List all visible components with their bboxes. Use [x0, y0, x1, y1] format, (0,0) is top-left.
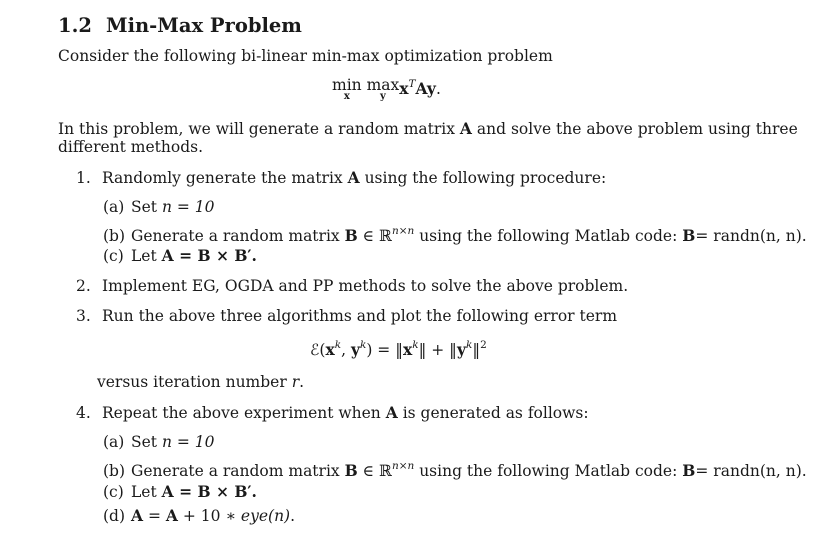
max-operator: max y	[366, 76, 400, 102]
objective-equation: min x max y $x^TAy$.	[332, 76, 441, 102]
list-item-4b: (b) Generate a random matrix B ∈ ℝ$^{n\times n}$ using the following Matlab code: B= randn(n, n).	[103, 460, 807, 480]
versus-text: versus iteration number r.	[97, 373, 305, 391]
intro-text: Consider the following bi-linear min-max optimization problem	[58, 47, 553, 65]
list-item-1c: (c) Let A = B × B′.	[103, 246, 257, 265]
list-item-4c: (c) Let A = B × B′.	[103, 482, 257, 501]
section-title: Min-Max Problem	[106, 14, 302, 37]
list-item-4a: (a) Set n = 10	[103, 433, 215, 451]
list-item-1: 1. Randomly generate the matrix A using the following procedure:	[76, 168, 607, 187]
list-item-1b: (b) Generate a random matrix B ∈ ℝ$^{n\times n}$ using the following Matlab code: B= randn(n, n).	[103, 225, 807, 245]
list-item-4: 4. Repeat the above experiment when A is generated as follows:	[76, 403, 589, 422]
min-operator: min x	[332, 76, 362, 102]
para2-line1: In this problem, we will generate a random matrix A and solve the above problem using three	[58, 119, 798, 138]
list-item-4d: (d) A = A + 10 ∗ eye(n).	[103, 506, 296, 525]
para2-line2: different methods.	[58, 138, 204, 156]
list-item-2: 2. Implement EG, OGDA and PP methods to solve the above problem.	[76, 277, 629, 295]
section-number: 1.2	[58, 14, 92, 37]
section-heading	[58, 14, 302, 37]
list-item-3: 3. Run the above three algorithms and plot the following error term	[76, 307, 618, 325]
error-equation: $ℰ(x^k$, $y^k$) = $‖x^k‖$ + $‖y^k‖^2$	[310, 339, 487, 359]
list-item-1a: (a) Set n = 10	[103, 198, 215, 216]
